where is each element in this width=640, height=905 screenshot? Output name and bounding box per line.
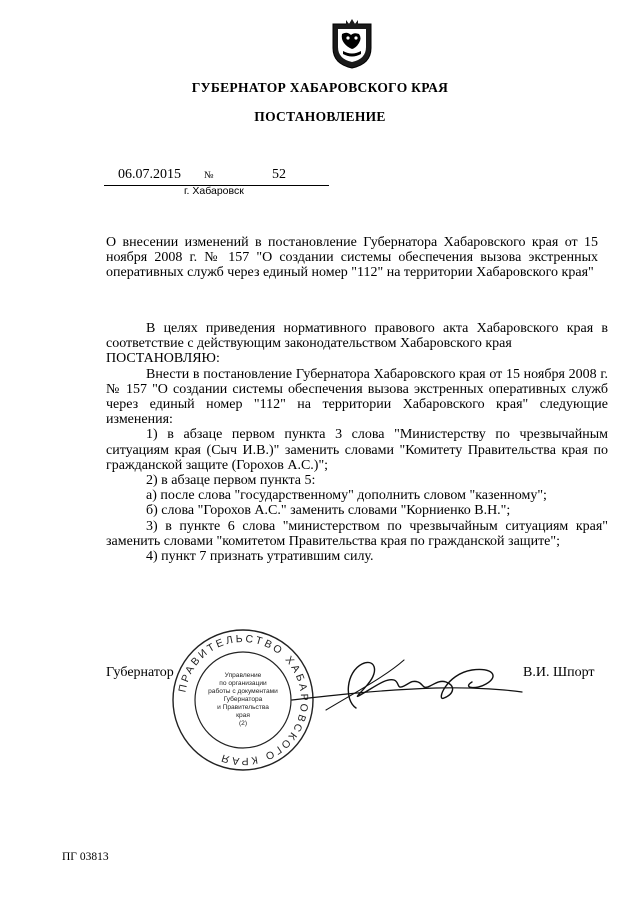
stamp-inner-line: по организации — [219, 680, 267, 687]
stamp-inner-line: края — [236, 712, 250, 719]
coat-of-arms-emblem — [329, 18, 375, 70]
document-date: 06.07.2015 — [118, 167, 181, 182]
signer-position: Губернатор — [106, 665, 174, 680]
city: г. Хабаровск — [184, 185, 244, 197]
date-number-line — [104, 167, 329, 186]
stamp-inner-line: работы с документами — [208, 688, 278, 695]
handwritten-signature — [286, 650, 526, 720]
document-type: ПОСТАНОВЛЕНИЕ — [254, 109, 386, 124]
decree-word: ПОСТАНОВЛЯЮ: — [106, 351, 220, 367]
stamp-inner-line: Губернатора — [223, 696, 263, 703]
stamp-inner-line: (2) — [238, 720, 248, 727]
signer-name: В.И. Шпорт — [523, 665, 595, 680]
stamp-inner-line: и Правительства — [217, 704, 269, 711]
list-item: 4) пункт 7 признать утратившим силу. — [146, 549, 374, 565]
preamble-paragraph: В целях приведения нормативного правового акта Хабаровского края в соответствие с действующим законодательством Хабаровского края — [106, 321, 608, 352]
footer-form-code: ПГ 03813 — [62, 851, 109, 863]
list-item: а) после слова "государственному" дополнить словом "казенному"; — [146, 488, 547, 504]
list-item: 2) в абзаце первом пункта 5: — [146, 473, 316, 489]
stamp-ring-text: ПРАВИТЕЛЬСТВО ХАБАРОВСКОГО КРАЯ — [176, 632, 311, 768]
stamp-inner-line: Управление — [224, 672, 262, 679]
document-subject: О внесении изменений в постановление Губернатора Хабаровского края от 15 ноября 2008 г. № 157 "О создании системы обеспечения вызова экстренных оперативных служб через единый номер "112" на территории Хабаровского края" — [106, 235, 598, 280]
document-body — [106, 321, 608, 564]
list-item: 3) в пункте 6 слова "министерством по чрезвычайным ситуациям края" заменить словами "комитетом Правительства края по гражданской защите"; — [106, 518, 608, 549]
list-item: 1) в абзаце первом пункта 3 слова "Министерству по чрезвычайным ситуациям края (Сыч И.В.)" заменить словами "Комитету Правительства края по гражданской защите (Горохов А.С.)"; — [106, 427, 608, 473]
intro-paragraph: Внести в постановление Губернатора Хабаровского края от 15 ноября 2008 г. № 157 "О создании системы обеспечения вызова экстренных оперативных служб через единый номер "112" на территории Хабаровского края" следующие изменения: — [106, 366, 608, 428]
issuer-title: ГУБЕРНАТОР ХАБАРОВСКОГО КРАЯ — [191, 80, 449, 95]
list-item: б) слова "Горохов А.С." заменить словами "Корниенко В.Н."; — [146, 503, 511, 519]
document-number: 52 — [272, 167, 286, 182]
number-sign: № — [204, 170, 214, 181]
